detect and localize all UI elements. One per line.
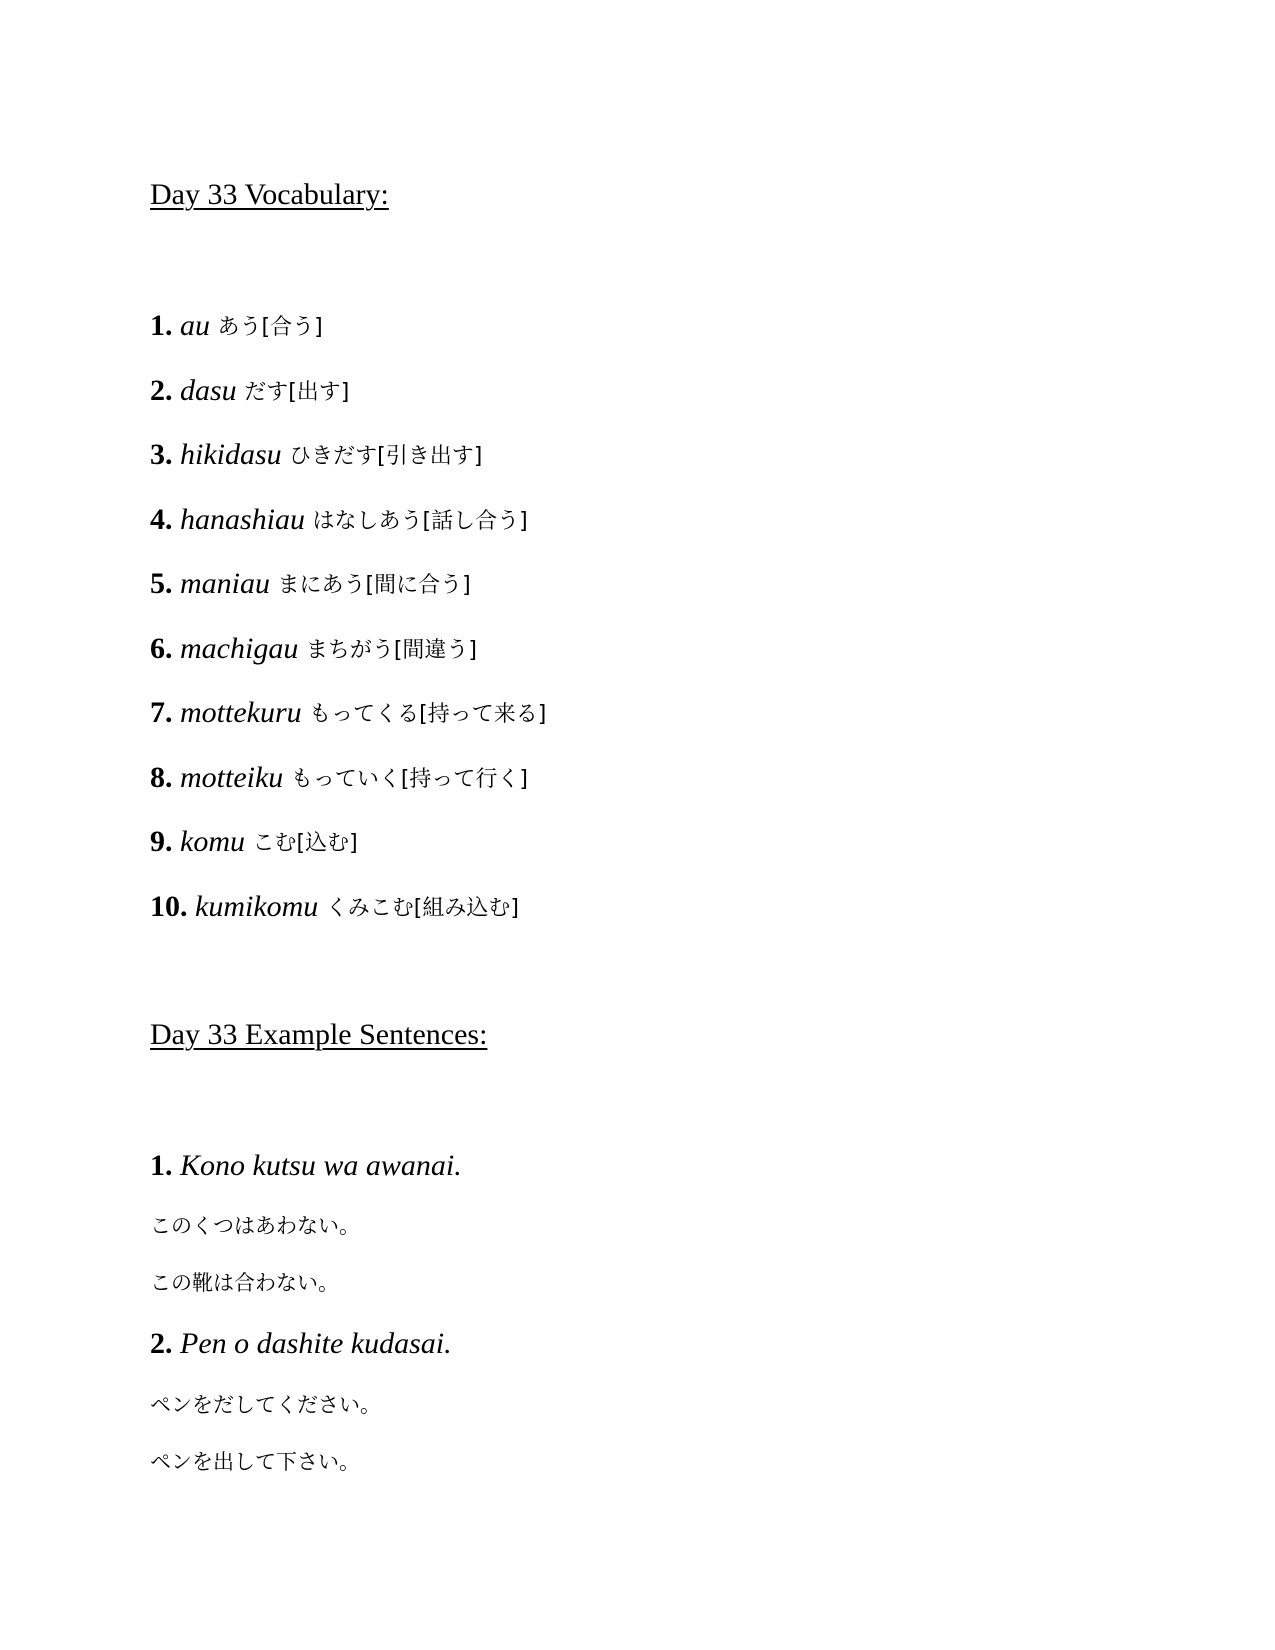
vocab-item	[150, 505, 528, 535]
vocab-japanese: まちがう[間違う]	[305, 638, 477, 663]
vocab-romaji: machigau	[180, 632, 299, 665]
vocab-japanese: だす[出す]	[244, 380, 350, 405]
vocab-romaji: kumikomu	[195, 890, 319, 923]
sentence-romaji-line	[150, 1329, 452, 1359]
vocab-number: 9.	[150, 825, 173, 858]
vocab-japanese: くみこむ[組み込む]	[325, 896, 519, 921]
vocab-japanese: あう[合う]	[217, 315, 323, 340]
sentence-romaji: Pen o dashite kudasai.	[180, 1327, 452, 1360]
sentence-romaji-line	[150, 1151, 462, 1181]
vocab-romaji: maniau	[180, 567, 270, 600]
vocab-item	[150, 311, 323, 341]
sentence-kanji: この靴は合わない。	[150, 1271, 339, 1295]
vocab-heading: Day 33 Vocabulary:	[150, 178, 389, 211]
vocab-japanese: まにあう[間に合う]	[277, 573, 471, 598]
sentence-number: 2.	[150, 1327, 173, 1360]
vocab-romaji: au	[180, 309, 210, 342]
vocab-romaji: motteiku	[180, 761, 284, 794]
vocab-item	[150, 892, 519, 922]
vocab-japanese: もってくる[持って来る]	[309, 702, 547, 727]
vocab-item	[150, 376, 349, 406]
sentence-kanji: ペンを出して下さい。	[150, 1450, 360, 1474]
vocab-japanese: はなしあう[話し合う]	[312, 509, 528, 534]
vocab-japanese: もっていく[持って行く]	[290, 767, 528, 792]
sentence-romaji: Kono kutsu wa awanai.	[180, 1149, 462, 1182]
vocab-romaji: mottekuru	[180, 696, 302, 729]
vocab-item	[150, 569, 471, 599]
sentence-kana: このくつはあわない。	[150, 1214, 360, 1238]
vocab-number: 7.	[150, 696, 173, 729]
vocab-number: 8.	[150, 761, 173, 794]
vocab-romaji: hikidasu	[180, 438, 282, 471]
vocab-item	[150, 698, 546, 728]
sentence-kana: ペンをだしてください。	[150, 1393, 381, 1417]
vocab-item	[150, 440, 482, 470]
vocab-romaji: dasu	[180, 374, 237, 407]
vocab-item	[150, 827, 358, 857]
vocab-number: 1.	[150, 309, 173, 342]
vocab-japanese: こむ[込む]	[252, 831, 358, 856]
vocab-number: 2.	[150, 374, 173, 407]
vocab-number: 6.	[150, 632, 173, 665]
vocab-item	[150, 763, 528, 793]
sentences-heading: Day 33 Example Sentences:	[150, 1018, 488, 1051]
vocab-number: 3.	[150, 438, 173, 471]
vocab-number: 4.	[150, 503, 173, 536]
vocab-number: 5.	[150, 567, 173, 600]
vocab-romaji: hanashiau	[180, 503, 306, 536]
vocab-romaji: komu	[180, 825, 245, 858]
sentence-number: 1.	[150, 1149, 173, 1182]
vocab-item	[150, 634, 477, 664]
vocab-japanese: ひきだす[引き出す]	[289, 444, 483, 469]
vocab-number: 10.	[150, 890, 188, 923]
